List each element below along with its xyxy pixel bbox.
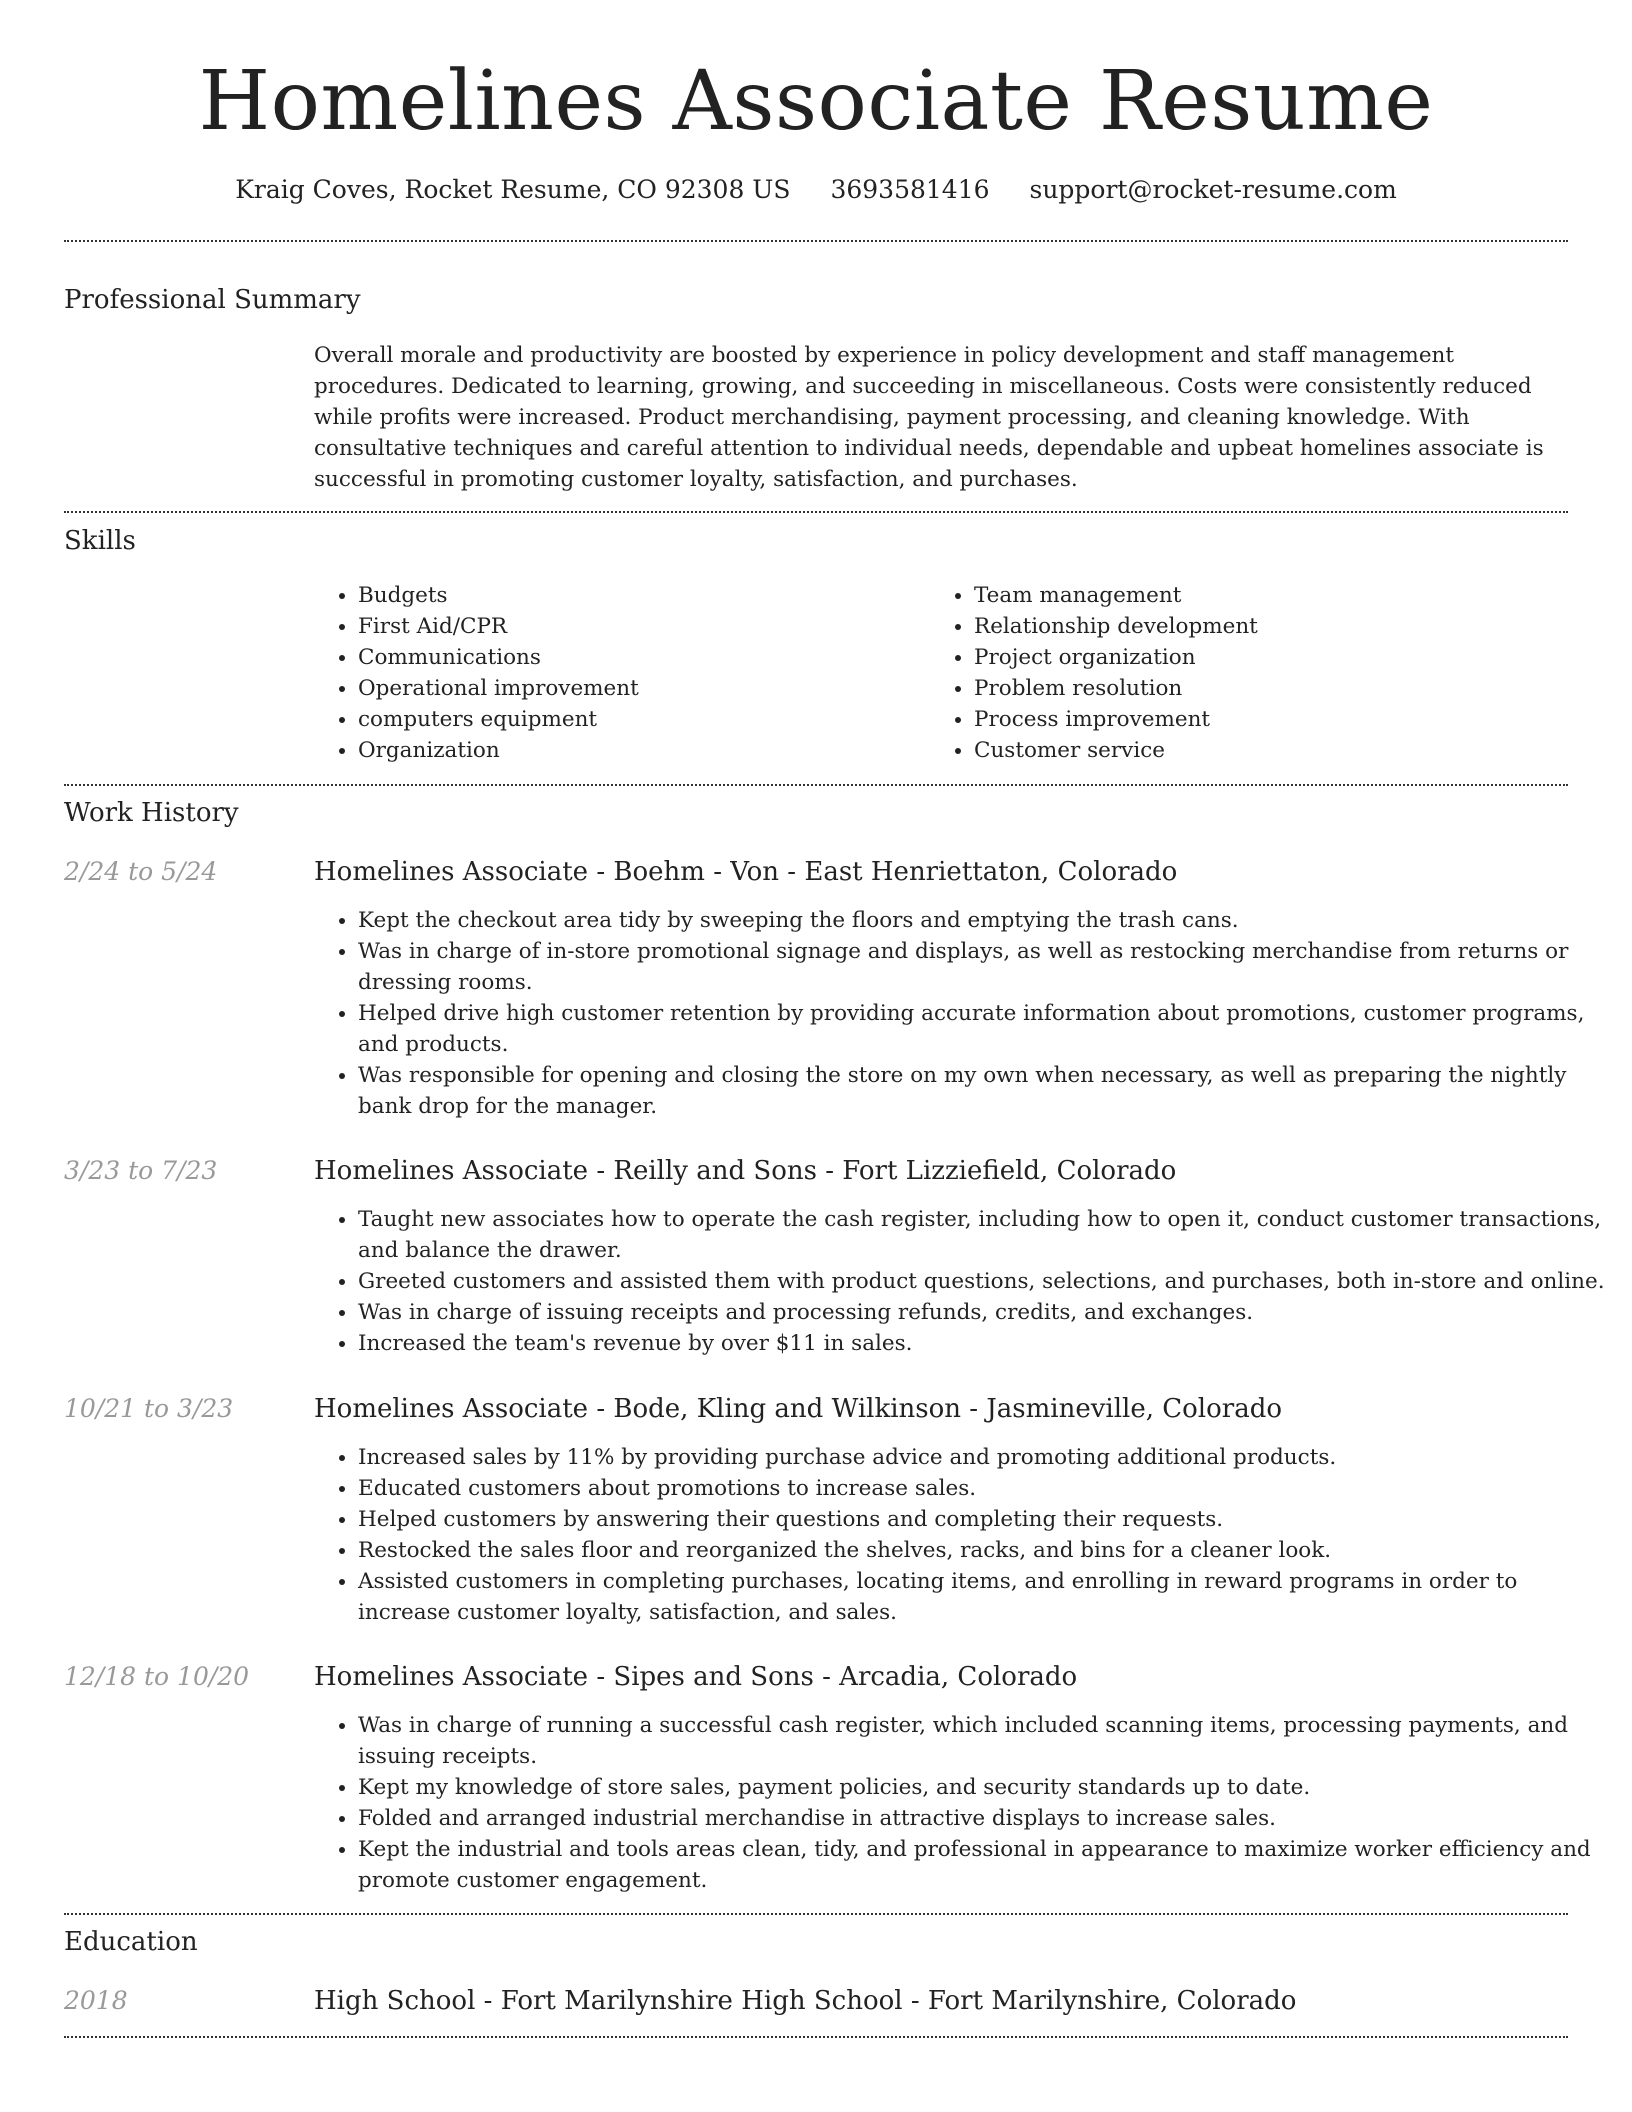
job-bullet: • Helped customers by answering their questions and completing their requests.	[358, 1504, 1612, 1535]
job-title: Homelines Associate - Boehm - Von - East Henriettaton, Colorado	[314, 857, 1178, 887]
job-title: Homelines Associate - Sipes and Sons - Arcadia, Colorado	[314, 1662, 1078, 1692]
job-dates: 3/23 to 7/23	[64, 1156, 218, 1185]
job-dates: 2/24 to 5/24	[64, 857, 218, 886]
section-divider	[64, 240, 1568, 242]
job-bullet: • Folded and arranged industrial merchandise in attractive displays to increase sales.	[358, 1803, 1612, 1834]
job-dates: 10/21 to 3/23	[64, 1394, 234, 1423]
skill-item: • Communications	[358, 642, 918, 673]
job-bullet: • Educated customers about promotions to increase sales.	[358, 1473, 1612, 1504]
education-year: 2018	[64, 1986, 128, 2015]
job-bullet: • Taught new associates how to operate the cash register, including how to open it, conduct customer transactions, and balance the drawer.	[358, 1204, 1612, 1266]
contact-phone: 3693581416	[830, 175, 990, 204]
job-bullet: • Restocked the sales floor and reorganized the shelves, racks, and bins for a cleaner look.	[358, 1535, 1612, 1566]
section-divider	[64, 784, 1568, 786]
work-history-heading: Work History	[64, 798, 239, 828]
skill-item: • Budgets	[358, 580, 918, 611]
section-divider	[64, 1913, 1568, 1915]
job-bullet: • Was in charge of in-store promotional signage and displays, as well as restocking merchandise from returns or dressing rooms.	[358, 936, 1612, 998]
job-bullet: • Assisted customers in completing purchases, locating items, and enrolling in reward programs in order to increase customer loyalty, satisfaction, and sales.	[358, 1566, 1612, 1628]
skill-item: • Relationship development	[974, 611, 1574, 642]
job-bullets	[314, 1442, 1612, 1628]
skill-item: • First Aid/CPR	[358, 611, 918, 642]
job-bullet: • Kept the checkout area tidy by sweeping the floors and emptying the trash cans.	[358, 905, 1612, 936]
summary-heading: Professional Summary	[64, 285, 361, 315]
summary-text: Overall morale and productivity are boosted by experience in policy development and staff management procedures. Dedicated to learning, growing, and succeeding in miscellaneous. Costs were consistently reduced while profits were increased. Product merchandising, payment processing, and cleaning knowledge. With consultative techniques and careful attention to individual needs, dependable and upbeat homelines associate is successful in promoting customer loyalty, satisfaction, and purchases.	[314, 343, 1544, 492]
skill-item: • Team management	[974, 580, 1574, 611]
job-bullet: • Was responsible for opening and closing the store on my own when necessary, as well as preparing the nightly bank drop for the manager.	[358, 1060, 1612, 1122]
skill-item: • Problem resolution	[974, 673, 1574, 704]
section-divider	[64, 2036, 1568, 2038]
job-bullet: • Helped drive high customer retention by providing accurate information about promotions, customer programs, and products.	[358, 998, 1612, 1060]
job-bullet: • Increased the team's revenue by over $11 in sales.	[358, 1328, 1612, 1359]
job-bullet: • Kept my knowledge of store sales, payment policies, and security standards up to date.	[358, 1772, 1612, 1803]
job-bullets	[314, 905, 1612, 1122]
job-bullet: • Increased sales by 11% by providing purchase advice and promoting additional products.	[358, 1442, 1612, 1473]
skill-item: • Project organization	[974, 642, 1574, 673]
education-entry: High School - Fort Marilynshire High School - Fort Marilynshire, Colorado	[314, 1986, 1297, 2016]
skills-list-right	[930, 580, 1574, 766]
skill-item: • Organization	[358, 735, 918, 766]
contact-line	[0, 172, 1632, 208]
job-bullet: • Was in charge of issuing receipts and processing refunds, credits, and exchanges.	[358, 1297, 1612, 1328]
resume-name: Homelines Associate Resume	[198, 54, 1434, 149]
skill-item: • Process improvement	[974, 704, 1574, 735]
job-title: Homelines Associate - Bode, Kling and Wilkinson - Jasmineville, Colorado	[314, 1394, 1282, 1424]
job-bullets	[314, 1710, 1612, 1896]
job-bullet: • Kept the industrial and tools areas clean, tidy, and professional in appearance to maximize worker efficiency and promote customer engagement.	[358, 1834, 1612, 1896]
skill-item: • computers equipment	[358, 704, 918, 735]
job-title: Homelines Associate - Reilly and Sons - Fort Lizziefield, Colorado	[314, 1156, 1177, 1186]
skill-item: • Customer service	[974, 735, 1574, 766]
job-bullets	[314, 1204, 1612, 1359]
job-bullet: • Greeted customers and assisted them with product questions, selections, and purchases, both in-store and online.	[358, 1266, 1612, 1297]
skills-list-left	[314, 580, 918, 766]
skill-item: • Operational improvement	[358, 673, 918, 704]
section-divider	[64, 511, 1568, 513]
job-dates: 12/18 to 10/20	[64, 1662, 250, 1691]
contact-address: Kraig Coves, Rocket Resume, CO 92308 US	[235, 175, 791, 204]
job-bullet: • Was in charge of running a successful cash register, which included scanning items, processing payments, and issuing receipts.	[358, 1710, 1612, 1772]
skills-heading: Skills	[64, 526, 136, 556]
contact-email: support@rocket-resume.com	[1029, 175, 1397, 204]
education-heading: Education	[64, 1927, 198, 1957]
